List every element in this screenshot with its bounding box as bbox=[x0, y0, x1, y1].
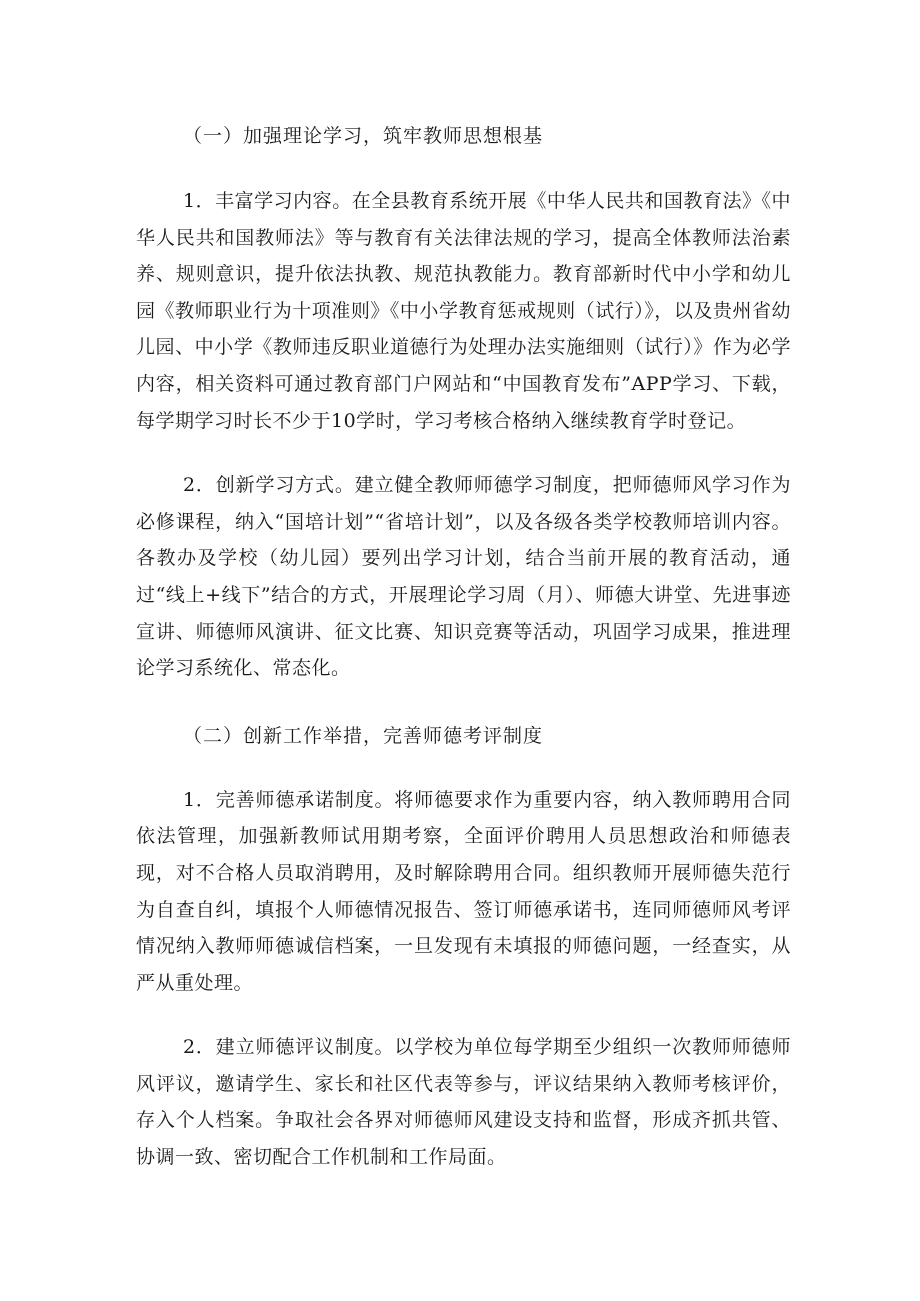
section-heading: （一）加强理论学习，筑牢教师思想根基 bbox=[183, 125, 544, 147]
section-heading: （二）创新工作举措，完善师德考评制度 bbox=[183, 724, 544, 747]
paragraph: 2．创新学习方式。建立健全教师师德学习制度，把师德师风学习作为必修课程，纳入“国培计划”“省培计划”，以及各级各类学校教师培训内容。各教办及学校（幼儿园）要列出学习计划，结合当前开展的教育活动，通过“线上+线下”结合的方式，开展理论学习周（月）、师德大讲堂、先进事迹宣讲、师德师风演讲、征文比赛、知识竞赛等活动，巩固学习成果，推进理论学习系统化、常态化。 bbox=[136, 474, 791, 680]
paragraph: 1．完善师德承诺制度。将师德要求作为重要内容，纳入教师聘用合同依法管理，加强新教师试用期考察，全面评价聘用人员思想政治和师德表现，对不合格人员取消聘用，及时解除聘用合同。组织教师开展师德失范行为自查自纠，填报个人师德情况报告、签订师德承诺书，连同师德师风考评情况纳入教师师德诚信档案，一旦发现有未填报的师德问题，一经查实，从严从重处理。 bbox=[136, 788, 791, 994]
paragraph: 2．建立师德评议制度。以学校为单位每学期至少组织一次教师师德师风评议，邀请学生、家长和社区代表等参与，评议结果纳入教师考核评价，存入个人档案。争取社会各界对师德师风建设支持和监督，形成齐抓共管、协调一致、密切配合工作机制和工作局面。 bbox=[136, 1036, 791, 1169]
paragraph: 1．丰富学习内容。在全县教育系统开展《中华人民共和国教育法》《中华人民共和国教师法》等与教育有关法律法规的学习，提高全体教师法治素养、规则意识，提升依法执教、规范执教能力。教育部新时代中小学和幼儿园《教师职业行为十项准则》《中小学教育惩戒规则（试行）》，以及贵州省幼儿园、中小学《教师违反职业道德行为处理办法实施细则（试行）》作为必学内容，相关资料可通过教育部门户网站和“中国教育发布”APP学习、下载，每学期学习时长不少于10学时，学习考核合格纳入继续教育学时登记。 bbox=[136, 190, 791, 432]
document-page bbox=[136, 110, 791, 1176]
